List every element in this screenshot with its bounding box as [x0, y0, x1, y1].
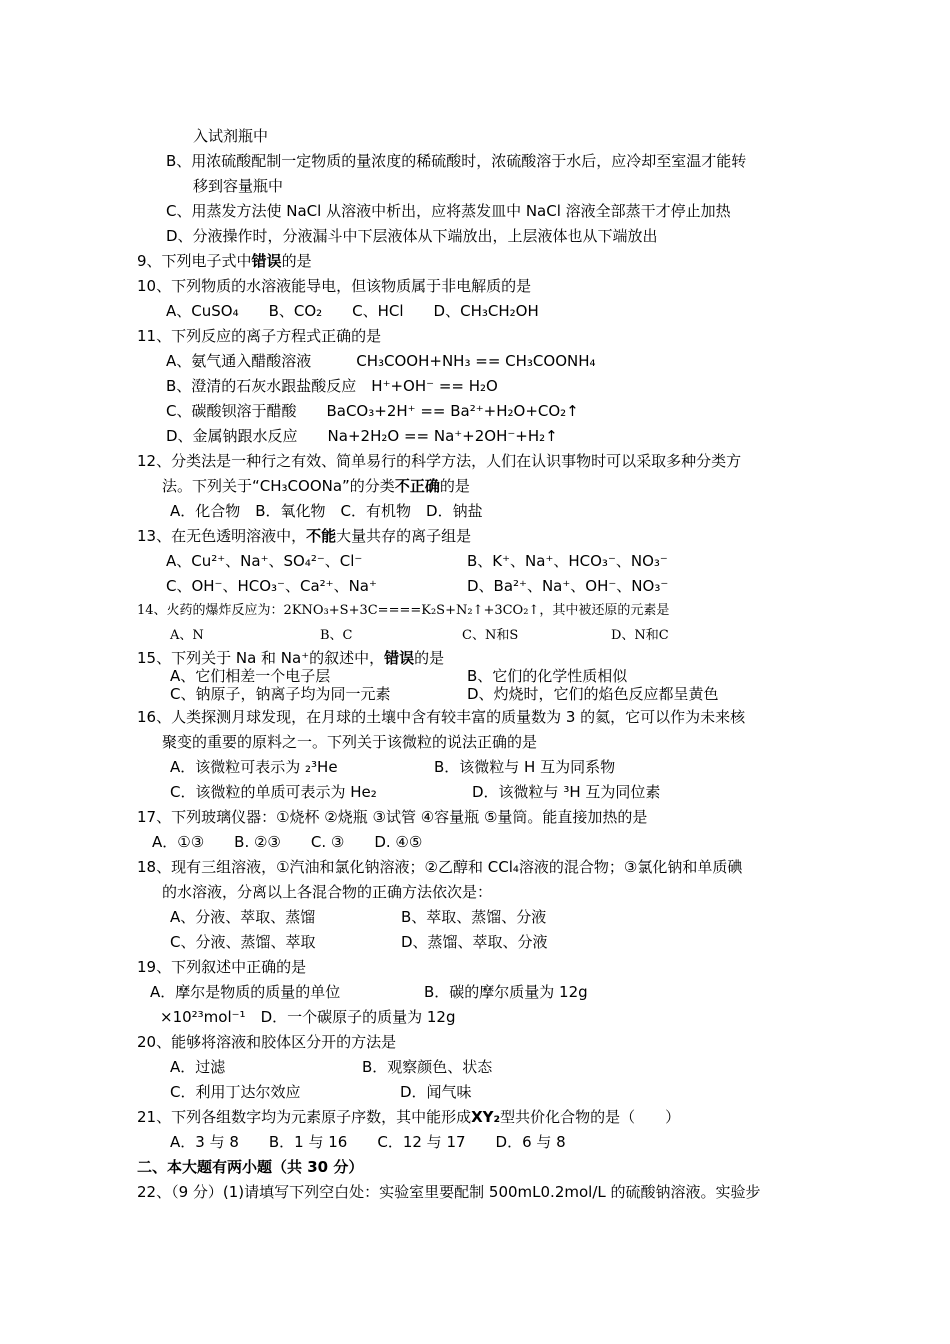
option-b: B．碳的摩尔质量为 12g — [424, 983, 588, 1001]
question-20: 20、能够将溶液和胶体区分开的方法是 — [137, 1033, 397, 1051]
question-18-cont: 的水溶液，分离以上各混合物的正确方法依次是： — [162, 883, 493, 901]
option-b: B、萃取、蒸馏、分液 — [401, 908, 547, 926]
question-14: 14、火药的爆炸反应为：2KNO₃+S+3C====K₂S+N₂↑+3CO₂↑，其中被还原的元素是 — [137, 603, 670, 618]
option-c-d: ×10²³mol⁻¹ D．一个碳原子的质量为 12g — [160, 1008, 456, 1026]
option-d: D、灼烧时，它们的焰色反应都呈黄色 — [467, 685, 719, 703]
options-17: A．①③ B. ②③ C. ③ D. ④⑤ — [152, 833, 423, 851]
option-d: D、分液操作时，分液漏斗中下层液体从下端放出，上层液体也从下端放出 — [166, 227, 658, 245]
question-text: 型共价化合物的是（ ） — [500, 1108, 681, 1126]
option-a: A．该微粒可表示为 ₂³He — [170, 758, 338, 776]
option-a: A、N — [170, 628, 204, 643]
option-d: D．该微粒与 ³H 互为同位素 — [472, 783, 661, 801]
emphasis: XY₂ — [471, 1108, 501, 1126]
options-12: A．化合物 B．氧化物 C．有机物 D．钠盐 — [170, 502, 483, 520]
question-17: 17、下列玻璃仪器：①烧杯 ②烧瓶 ③试管 ④容量瓶 ⑤量筒。能直接加热的是 — [137, 808, 648, 826]
question-13 — [137, 526, 471, 546]
question-text: 法。下列关于“CH₃COONa”的分类 — [162, 477, 395, 495]
question-text: 15、下列关于 Na 和 Na⁺的叙述中， — [137, 649, 385, 667]
option-c: C、用蒸发方法使 NaCl 从溶液中析出，应将蒸发皿中 NaCl 溶液全部蒸干才停止加热 — [166, 202, 731, 220]
emphasis: 不正确 — [394, 477, 440, 495]
question-18: 18、现有三组溶液，①汽油和氯化钠溶液；②乙醇和 CCl₄溶液的混合物；③氯化钠和单质碘 — [137, 858, 743, 876]
option-a: A、氨气通入醋酸溶液 CH₃COOH+NH₃ == CH₃COONH₄ — [166, 352, 596, 370]
question-text: 9、下列电子式中 — [137, 252, 252, 270]
question-text: 大量共存的离子组是 — [336, 527, 472, 545]
option-a: A．摩尔是物质的质量的单位 — [150, 983, 341, 1001]
option-d: D、Ba²⁺、Na⁺、OH⁻、NO₃⁻ — [467, 577, 669, 595]
section-heading: 二、本大题有两小题（共 30 分） — [137, 1158, 364, 1176]
option-c: C、OH⁻、HCO₃⁻、Ca²⁺、Na⁺ — [166, 577, 377, 595]
option-b: B、C — [320, 628, 353, 643]
text-line: 入试剂瓶中 — [193, 127, 269, 145]
question-text: 的是 — [439, 477, 470, 495]
text-line: 移到容量瓶中 — [193, 177, 284, 195]
option-d: D、N和C — [611, 628, 669, 643]
option-c: C、碳酸钡溶于醋酸 BaCO₃+2H⁺ == Ba²⁺+H₂O+CO₂↑ — [166, 402, 579, 420]
option-a: A、它们相差一个电子层 — [170, 667, 331, 685]
options-10: A、CuSO₄ B、CO₂ C、HCl D、CH₃CH₂OH — [166, 302, 539, 320]
option-b: B．观察颜色、状态 — [362, 1058, 493, 1076]
emphasis: 不能 — [306, 527, 337, 545]
question-15 — [137, 648, 444, 668]
question-22: 22、（9 分）(1)请填写下列空白处：实验室里要配制 500mL0.2mol/L 的硫酸钠溶液。实验步 — [137, 1183, 761, 1201]
option-b: B．该微粒与 H 互为同系物 — [434, 758, 616, 776]
question-16: 16、人类探测月球发现，在月球的土壤中含有较丰富的质量数为 3 的氦，它可以作为未来核 — [137, 708, 746, 726]
question-11: 11、下列反应的离子方程式正确的是 — [137, 327, 382, 345]
option-a: A．过滤 — [170, 1058, 226, 1076]
question-12-cont — [162, 476, 470, 496]
option-c: C、N和S — [462, 628, 519, 643]
question-21 — [137, 1107, 680, 1127]
emphasis: 错误 — [251, 252, 282, 270]
option-d: D、金属钠跟水反应 Na+2H₂O == Na⁺+2OH⁻+H₂↑ — [166, 427, 558, 445]
option-b: B、K⁺、Na⁺、HCO₃⁻、NO₃⁻ — [467, 552, 668, 570]
question-12: 12、分类法是一种行之有效、简单易行的科学方法，人们在认识事物时可以采取多种分类方 — [137, 452, 742, 470]
option-c: C、钠原子，钠离子均为同一元素 — [170, 685, 391, 703]
option-b: B、用浓硫酸配制一定物质的量浓度的稀硫酸时，浓硫酸溶于水后，应冷却至室温才能转 — [166, 152, 747, 170]
question-9 — [137, 251, 312, 271]
question-19: 19、下列叙述中正确的是 — [137, 958, 307, 976]
option-d: D、蒸馏、萃取、分液 — [401, 933, 548, 951]
option-a: A、分液、萃取、蒸馏 — [170, 908, 316, 926]
question-10: 10、下列物质的水溶液能导电，但该物质属于非电解质的是 — [137, 277, 532, 295]
question-16-cont: 聚变的重要的原料之一。下列关于该微粒的说法正确的是 — [162, 733, 538, 751]
option-c: C．该微粒的单质可表示为 He₂ — [170, 783, 377, 801]
question-text: 的是 — [414, 649, 445, 667]
option-b: B、澄清的石灰水跟盐酸反应 H⁺+OH⁻ == H₂O — [166, 377, 498, 395]
emphasis: 错误 — [384, 649, 415, 667]
option-c: C、分液、蒸馏、萃取 — [170, 933, 316, 951]
options-21: A．3 与 8 B．1 与 16 C．12 与 17 D．6 与 8 — [170, 1133, 566, 1151]
option-c: C．利用丁达尔效应 — [170, 1083, 301, 1101]
option-d: D．闻气味 — [400, 1083, 472, 1101]
option-a: A、Cu²⁺、Na⁺、SO₄²⁻、Cl⁻ — [166, 552, 363, 570]
question-text: 13、在无色透明溶液中， — [137, 527, 307, 545]
option-b: B、它们的化学性质相似 — [467, 667, 628, 685]
question-text: 的是 — [281, 252, 312, 270]
question-text: 21、下列各组数字均为元素原子序数，其中能形成 — [137, 1108, 472, 1126]
